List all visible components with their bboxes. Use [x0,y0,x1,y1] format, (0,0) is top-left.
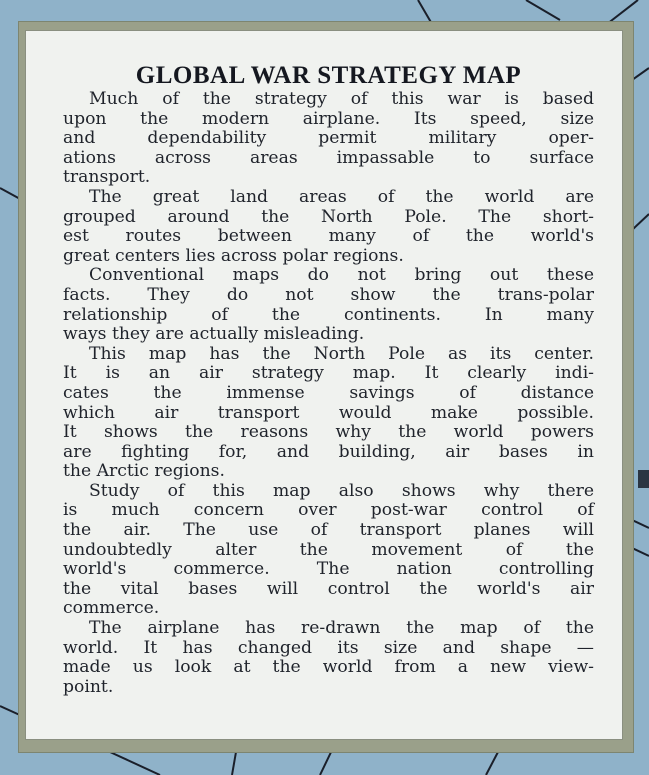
document-title: GLOBAL WAR STRATEGY MAP [135,62,522,89]
paragraph [63,266,594,344]
text-line: are fighting for, and building, air bases in [63,441,594,462]
text-line: made us look at the world from a new view- [63,657,594,678]
text-line: The great land areas of the world are [89,186,594,207]
map-line [110,752,160,775]
map-line [526,0,560,20]
text-line: Conventional maps do not bring out these [89,265,594,286]
text-line: world's commerce. The nation controlling [63,559,594,580]
map-line [632,520,649,528]
paragraph [63,619,594,697]
text-line: The airplane has re-drawn the map of the [89,618,594,639]
text-line: the air. The use of transport planes will [63,520,594,541]
text-line: Much of the strategy of this war is based [89,89,594,109]
paragraph [63,188,594,266]
text-line: the Arctic regions. [63,461,225,482]
text-line: commerce. [63,598,160,619]
map-line [632,548,649,556]
text-line: upon the modern airplane. Its speed, size [63,108,594,129]
text-line: great centers lies across polar regions. [63,245,404,266]
text-line: cates the immense savings of distance [63,382,594,403]
map-line [232,752,236,775]
map-line [486,752,498,775]
text-line: ways they are actually misleading. [63,324,365,345]
text-panel [25,30,623,740]
paragraph [63,90,594,188]
map-line [632,214,649,230]
paragraph [63,345,594,482]
text-line: point. [63,676,114,697]
text-line: est routes between many of the world's [63,226,594,247]
text-line: which air transport would make possible. [63,402,594,423]
text-line: and dependability permit military oper- [63,128,594,149]
text-line: facts. They do not show the trans-polar [63,284,594,305]
text-line: It is an air strategy map. It clearly indi- [63,363,594,384]
text-line: undoubtedly alter the movement of the [63,539,594,560]
map-label-fragment [638,470,649,488]
text-line: relationship of the continents. In many [63,304,594,325]
text-line: world. It has changed its size and shape — [63,637,594,658]
text-line: is much concern over post-war control of [63,500,594,521]
text-line: the vital bases will control the world's air [63,578,594,599]
text-line: This map has the North Pole as its center. [89,343,594,364]
text-line: It shows the reasons why the world powers [63,422,594,443]
paragraph [63,482,594,619]
text-line: grouped around the North Pole. The short- [63,206,594,227]
body-text [63,90,594,697]
text-line: ations across areas impassable to surface [63,147,594,168]
text-line: transport. [63,167,151,188]
map-line [632,68,649,80]
text-line: Study of this map also shows why there [89,480,594,501]
